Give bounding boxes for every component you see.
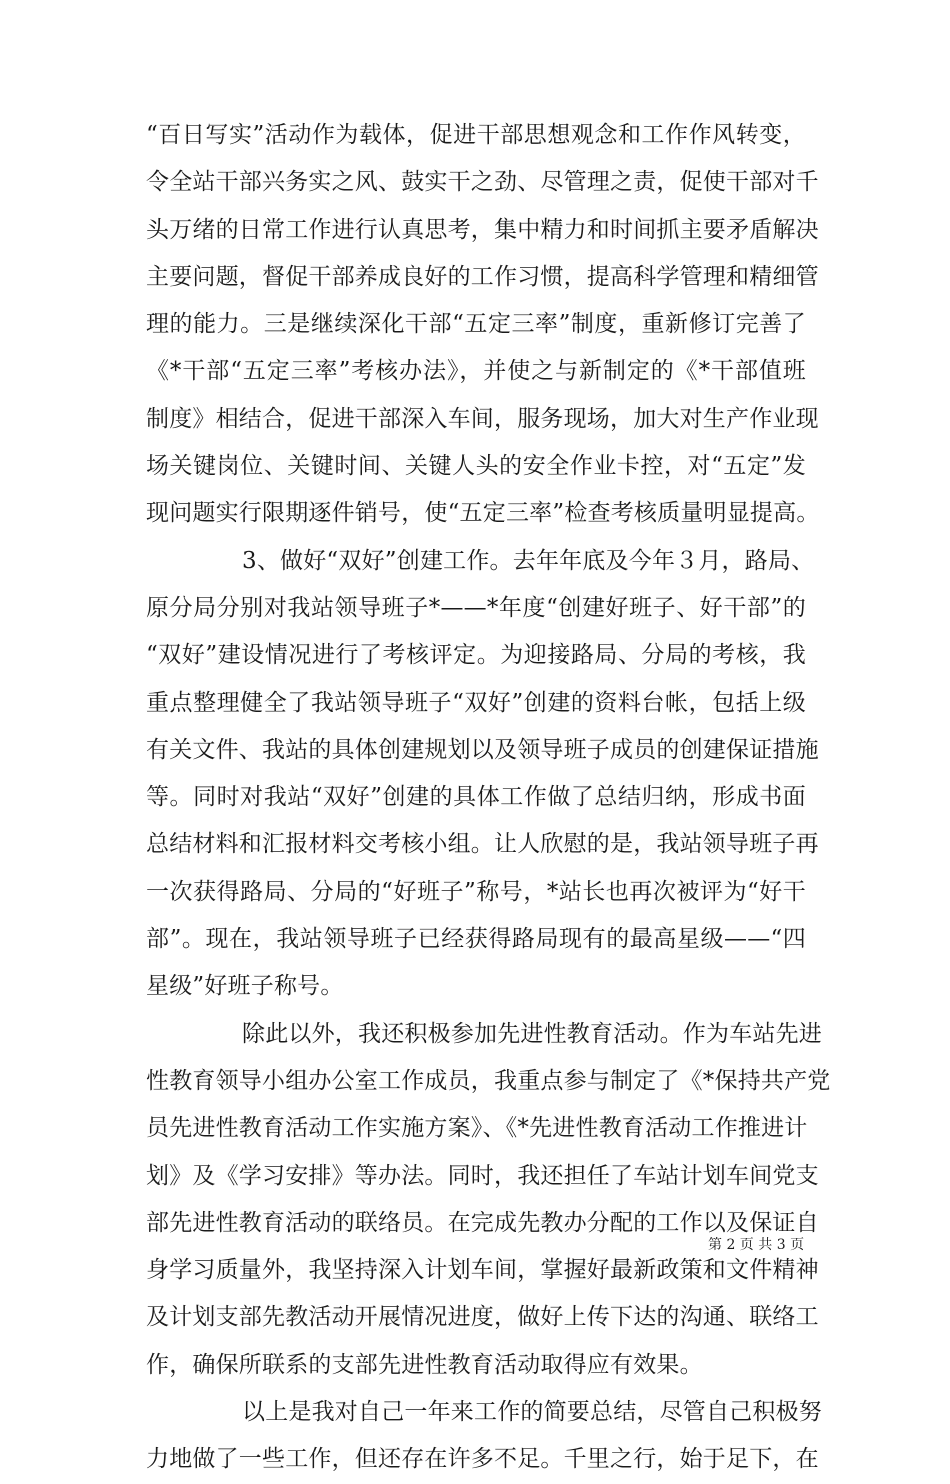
text-line: 身学习质量外，我坚持深入计划车间，掌握好最新政策和文件精神 [146,1257,819,1284]
document-body [146,112,831,1484]
text-line: 力地做了一些工作，但还存在许多不足。千里之行，始于足下，在 [146,1446,819,1473]
text-line: 一次获得路局、分局的“好班子”称号，*站长也再次被评为“好干 [146,878,806,905]
text-line: 原分局分别对我站领导班子*——*年度“创建好班子、好干部”的 [146,594,806,621]
text-line: 重点整理健全了我站领导班子“双好”创建的资料台帐，包括上级 [146,689,806,716]
text-line: 场关键岗位、关键时间、关键人头的安全作业卡控，对“五定”发 [146,453,806,480]
text-line: 头万绪的日常工作进行认真思考，集中精力和时间抓主要矛盾解决 [146,216,819,243]
text-line: 总结材料和汇报材料交考核小组。让人欣慰的是，我站领导班子再 [146,831,819,858]
text-line: 主要问题，督促干部养成良好的工作习惯，提高科学管理和精细管 [146,263,819,290]
text-line: 及计划支部先教活动开展情况进度，做好上传下达的沟通、联络工 [146,1304,819,1331]
text-line: 部”。现在，我站领导班子已经获得路局现有的最高星级——“四 [146,926,806,953]
text-line: 划》及《学习安排》等办法。同时，我还担任了车站计划车间党支 [146,1162,819,1189]
page-footer: 第 2 页 共 3 页 [708,1237,805,1253]
text-line: 除此以外，我还积极参加先进性教育活动。作为车站先进 [242,1020,822,1047]
text-line: 3、做好“双好”创建工作。去年年底及今年３月，路局、 [242,547,815,574]
text-line: 部先进性教育活动的联络员。在完成先教办分配的工作以及保证自 [146,1209,819,1236]
text-line: 理的能力。三是继续深化干部“五定三率”制度，重新修订完善了 [146,311,806,338]
text-line: 令全站干部兴务实之风、鼓实干之劲、尽管理之责，促使干部对千 [146,169,819,196]
text-line: 有关文件、我站的具体创建规划以及领导班子成员的创建保证措施 [146,736,819,763]
text-line: “双好”建设情况进行了考核评定。为迎接路局、分局的考核，我 [146,642,806,669]
text-line: 作，确保所联系的支部先进性教育活动取得应有效果。 [146,1351,703,1378]
text-line: “百日写实”活动作为载体，促进干部思想观念和工作作风转变， [146,122,806,148]
text-line: 等。同时对我站“双好”创建的具体工作做了总结归纳，形成书面 [146,784,806,811]
text-line: 《*干部“五定三率”考核办法》，并使之与新制定的《*干部值班 [146,358,806,385]
text-line: 制度》相结合，促进干部深入车间，服务现场，加大对生产作业现 [146,405,819,432]
text-line: 以上是我对自己一年来工作的简要总结，尽管自己积极努 [242,1399,822,1426]
text-line: 现问题实行限期逐件销号，使“五定三率”检查考核质量明显提高。 [146,500,820,527]
text-line: 性教育领导小组办公室工作成员，我重点参与制定了《*保持共产党 [146,1067,831,1094]
text-line: 星级”好班子称号。 [146,973,344,1000]
text-line: 员先进性教育活动工作实施方案》、《*先进性教育活动工作推进计 [146,1115,808,1142]
